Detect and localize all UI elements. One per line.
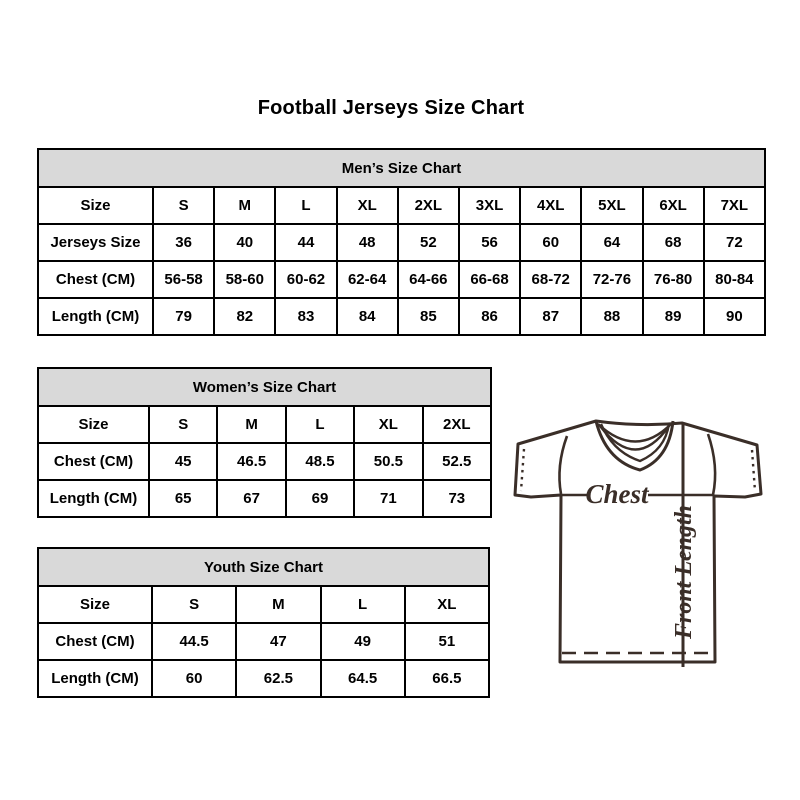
size-cell: XL <box>337 187 398 224</box>
row-label: Jerseys Size <box>38 224 153 261</box>
size-cell: 51 <box>405 623 489 660</box>
size-cell: 49 <box>321 623 405 660</box>
row-label: Length (CM) <box>38 298 153 335</box>
table-row <box>38 443 491 480</box>
size-cell: L <box>275 187 336 224</box>
size-cell: 80-84 <box>704 261 765 298</box>
size-cell: 2XL <box>398 187 459 224</box>
row-label: Length (CM) <box>38 480 149 517</box>
size-cell: 45 <box>149 443 217 480</box>
table-header-row <box>38 548 489 586</box>
size-cell: 73 <box>423 480 491 517</box>
womens-size-table <box>37 367 492 518</box>
size-cell: 36 <box>153 224 214 261</box>
size-cell: 62-64 <box>337 261 398 298</box>
size-cell: 82 <box>214 298 275 335</box>
table-row <box>38 660 489 697</box>
table-row <box>38 224 765 261</box>
size-cell: 90 <box>704 298 765 335</box>
size-cell: 4XL <box>520 187 581 224</box>
chest-label: Chest <box>585 479 649 509</box>
size-cell: 58-60 <box>214 261 275 298</box>
size-cell: M <box>214 187 275 224</box>
front-length-label: Front Length <box>671 504 697 640</box>
row-label: Chest (CM) <box>38 443 149 480</box>
size-cell: 6XL <box>643 187 704 224</box>
table-row <box>38 406 491 443</box>
size-cell: M <box>217 406 285 443</box>
page-title: Football Jerseys Size Chart <box>257 97 525 119</box>
size-cell: 72-76 <box>581 261 642 298</box>
table-row <box>38 298 765 335</box>
row-label: Chest (CM) <box>38 261 153 298</box>
youth-table-title: Youth Size Chart <box>38 548 489 586</box>
size-cell: 47 <box>236 623 320 660</box>
size-cell: L <box>321 586 405 623</box>
row-label: Size <box>38 586 152 623</box>
size-cell: 84 <box>337 298 398 335</box>
size-cell: 67 <box>217 480 285 517</box>
size-cell: 66-68 <box>459 261 520 298</box>
jersey-measurement-diagram <box>500 400 800 690</box>
row-label: Size <box>38 187 153 224</box>
size-cell: S <box>153 187 214 224</box>
size-cell: 68 <box>643 224 704 261</box>
size-cell: 56-58 <box>153 261 214 298</box>
size-cell: 62.5 <box>236 660 320 697</box>
size-cell: 48 <box>337 224 398 261</box>
size-cell: 85 <box>398 298 459 335</box>
size-cell: 64-66 <box>398 261 459 298</box>
size-cell: 72 <box>704 224 765 261</box>
size-cell: 83 <box>275 298 336 335</box>
size-cell: 86 <box>459 298 520 335</box>
size-cell: 66.5 <box>405 660 489 697</box>
table-header-row <box>38 149 765 187</box>
size-cell: 79 <box>153 298 214 335</box>
size-cell: 60 <box>152 660 236 697</box>
size-cell: 48.5 <box>286 443 354 480</box>
table-row <box>38 623 489 660</box>
youth-size-table <box>37 547 490 698</box>
jersey-outline <box>515 421 761 662</box>
mens-size-table <box>37 148 766 336</box>
size-cell: XL <box>354 406 422 443</box>
size-cell: 56 <box>459 224 520 261</box>
size-cell: 44.5 <box>152 623 236 660</box>
size-cell: L <box>286 406 354 443</box>
table-row <box>38 480 491 517</box>
size-cell: XL <box>405 586 489 623</box>
size-cell: M <box>236 586 320 623</box>
table-row <box>38 586 489 623</box>
size-cell: 5XL <box>581 187 642 224</box>
size-cell: 40 <box>214 224 275 261</box>
row-label: Length (CM) <box>38 660 152 697</box>
size-cell: 64 <box>581 224 642 261</box>
size-cell: 71 <box>354 480 422 517</box>
size-cell: S <box>149 406 217 443</box>
size-cell: 52 <box>398 224 459 261</box>
table-row <box>38 261 765 298</box>
size-cell: 2XL <box>423 406 491 443</box>
size-cell: 46.5 <box>217 443 285 480</box>
size-cell: 65 <box>149 480 217 517</box>
row-label: Size <box>38 406 149 443</box>
size-cell: 44 <box>275 224 336 261</box>
size-cell: 60 <box>520 224 581 261</box>
size-cell: 68-72 <box>520 261 581 298</box>
size-cell: 69 <box>286 480 354 517</box>
size-cell: 87 <box>520 298 581 335</box>
size-cell: S <box>152 586 236 623</box>
size-cell: 7XL <box>704 187 765 224</box>
table-header-row <box>38 368 491 406</box>
size-cell: 50.5 <box>354 443 422 480</box>
size-cell: 64.5 <box>321 660 405 697</box>
size-cell: 88 <box>581 298 642 335</box>
womens-table-title: Women’s Size Chart <box>38 368 491 406</box>
size-cell: 52.5 <box>423 443 491 480</box>
size-cell: 60-62 <box>275 261 336 298</box>
row-label: Chest (CM) <box>38 623 152 660</box>
size-cell: 3XL <box>459 187 520 224</box>
mens-table-title: Men’s Size Chart <box>38 149 765 187</box>
size-cell: 89 <box>643 298 704 335</box>
table-row <box>38 187 765 224</box>
size-cell: 76-80 <box>643 261 704 298</box>
